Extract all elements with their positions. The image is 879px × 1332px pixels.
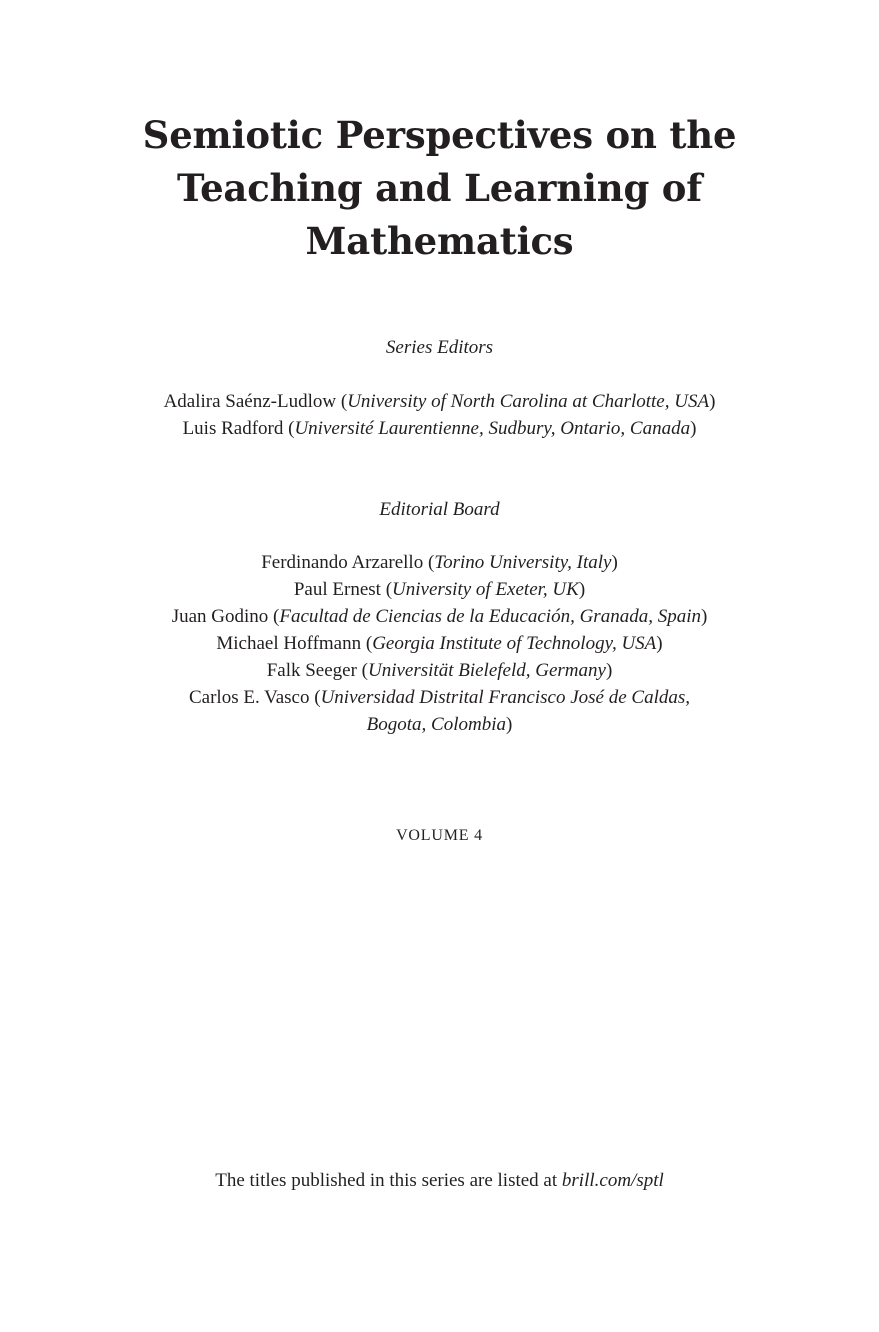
board-member-entry: Paul Ernest (University of Exeter, UK)	[293, 579, 586, 600]
editorial-board-list	[0, 549, 879, 738]
series-editors-label: Series Editors	[385, 337, 494, 358]
board-member-affiliation: Bogota, Colombia	[366, 714, 506, 735]
board-member-name: Paul Ernest	[293, 579, 381, 600]
board-member-affiliation: Georgia Institute of Technology, USA	[372, 633, 657, 654]
volume-number: VOLUME 4	[396, 827, 483, 844]
series-listing-note	[0, 1167, 879, 1194]
board-member-entry: Carlos E. Vasco (Universidad Distrital Francisco José de Caldas,	[189, 687, 690, 708]
board-member-affiliation: Facultad de Ciencias de la Educación, Granada, Spain	[279, 606, 701, 627]
board-member-name: Juan Godino	[171, 606, 269, 627]
series-title-line: Semiotic Perspectives on the	[142, 113, 737, 157]
editor-entry: Adalira Saénz-Ludlow (University of North Carolina at Charlotte, USA)	[163, 391, 716, 412]
board-member-name: Falk Seeger	[266, 660, 357, 681]
board-member-affiliation: Universidad Distrital Francisco José de Caldas,	[320, 687, 690, 708]
editor-affiliation: University of North Carolina at Charlotte, USA	[347, 391, 710, 412]
board-member-affiliation: Universität Bielefeld, Germany	[368, 660, 606, 681]
board-member-name: Carlos E. Vasco	[189, 687, 310, 708]
board-member-name: Ferdinando Arzarello	[261, 552, 424, 573]
series-editors-list	[0, 388, 879, 442]
series-title-line: Teaching and Learning of	[177, 166, 702, 210]
series-title-line: Mathematics	[305, 219, 574, 263]
board-member-affiliation: University of Exeter, UK	[392, 579, 579, 600]
series-listing-text: The titles published in this series are listed at	[215, 1170, 562, 1191]
series-listing-link[interactable]: brill.com/sptl	[561, 1170, 664, 1191]
board-member-affiliation: Torino University, Italy	[434, 552, 612, 573]
editor-name: Luis Radford	[182, 418, 284, 439]
board-member-entry: Ferdinando Arzarello (Torino University, Italy)	[261, 552, 618, 573]
editor-affiliation: Université Laurentienne, Sudbury, Ontario, Canada	[294, 418, 691, 439]
editorial-board-label: Editorial Board	[379, 499, 500, 520]
board-member-name: Michael Hoffmann	[216, 633, 362, 654]
board-member-entry: Falk Seeger (Universität Bielefeld, Germany)	[266, 660, 613, 681]
board-member-entry: Michael Hoffmann (Georgia Institute of Technology, USA)	[216, 633, 663, 654]
board-member-entry-continued: Bogota, Colombia)	[366, 714, 513, 735]
board-member-entry: Juan Godino (Facultad de Ciencias de la Educación, Granada, Spain)	[171, 606, 708, 627]
editor-name: Adalira Saénz-Ludlow	[163, 391, 337, 412]
series-title	[0, 109, 879, 268]
editor-entry: Luis Radford (Université Laurentienne, Sudbury, Ontario, Canada)	[182, 418, 697, 439]
